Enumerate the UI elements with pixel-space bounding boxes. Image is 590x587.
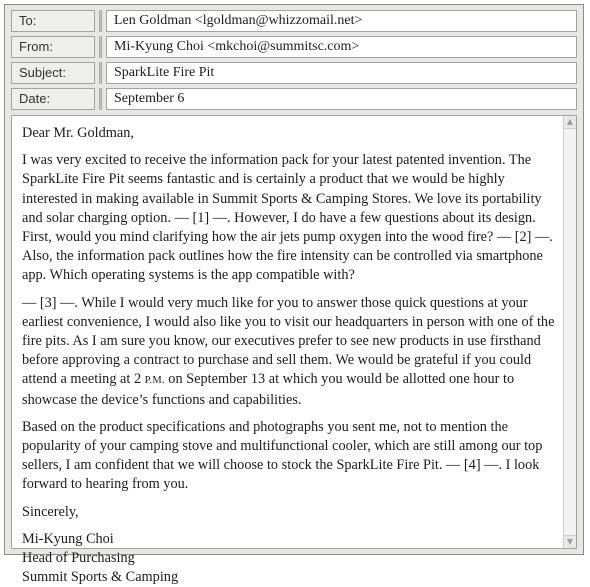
field-divider bbox=[99, 88, 102, 110]
field-divider bbox=[99, 36, 102, 58]
subject-row bbox=[11, 62, 577, 84]
scroll-down-icon[interactable]: ▼ bbox=[564, 535, 576, 548]
meeting-time-suffix: P.M. bbox=[144, 375, 165, 387]
subject-field[interactable]: SparkLite Fire Pit bbox=[106, 62, 577, 84]
field-divider bbox=[99, 62, 102, 84]
date-row bbox=[11, 88, 577, 110]
to-field[interactable]: Len Goldman <lgoldman@whizzomail.net> bbox=[106, 10, 577, 32]
closing: Sincerely, bbox=[22, 503, 79, 520]
paragraph-2 bbox=[22, 294, 556, 410]
subject-label: Subject: bbox=[11, 62, 95, 84]
paragraph-3: Based on the product specifications and photographs you sent me, not to mention the popularity of your camping stove and multifunctional cooler, which are still among our top sellers, I am confident that we will choose to stock the SparkLite Fire Pit. — [4] —. I look forward to hearing from you. bbox=[22, 418, 543, 493]
to-label: To: bbox=[11, 10, 95, 32]
from-field[interactable]: Mi-Kyung Choi <mkchoi@summitsc.com> bbox=[106, 36, 577, 58]
from-row bbox=[11, 36, 577, 58]
signature-name: Mi-Kyung Choi bbox=[22, 530, 114, 547]
paragraph-2-part-2: on September 13 at which you would be allotted one hour to showcase the device’s functions and capabilities. bbox=[22, 371, 515, 408]
from-label: From: bbox=[11, 36, 95, 58]
signature-company: Summit Sports & Camping bbox=[22, 569, 179, 586]
paragraph-1: I was very excited to receive the information pack for your latest patented invention. The SparkLite Fire Pit seems fantastic and is certainly a product that we would be highly interested in making available in Summit Sports & Camping Stores. We love its portability and solar charging option. — [1] —. However, I do have a few questions about its design. First, would you mind clarifying how the air jets pump oxygen into the wood fire? — [2] —. Also, the information pack outlines how the fire intensity can be controlled via smartphone app. Which operating systems is the app compatible with? bbox=[22, 152, 553, 284]
vertical-scrollbar[interactable] bbox=[563, 116, 576, 548]
date-label: Date: bbox=[11, 88, 95, 110]
email-window bbox=[4, 4, 584, 586]
paragraph-2-part-1: — [3] —. While I would very much like for you to answer those quick questions at your earliest convenience, I would also like you to visit our headquarters in person with one of the fire pits. As I am sure you know, our executives prefer to see new products in use firsthand before approving a contract to purchase and sell them. We would be grateful if you could attend a meeting at 2 bbox=[22, 294, 555, 388]
signature-block bbox=[22, 530, 556, 587]
message-body bbox=[22, 124, 556, 587]
scroll-up-icon[interactable]: ▲ bbox=[564, 116, 576, 129]
email-header bbox=[5, 5, 583, 114]
signature-title: Head of Purchasing bbox=[22, 550, 135, 567]
message-body-pane[interactable] bbox=[11, 115, 577, 586]
date-field[interactable]: September 6 bbox=[106, 88, 577, 110]
to-row bbox=[11, 10, 577, 32]
greeting: Dear Mr. Goldman, bbox=[22, 125, 134, 141]
field-divider bbox=[99, 10, 102, 32]
